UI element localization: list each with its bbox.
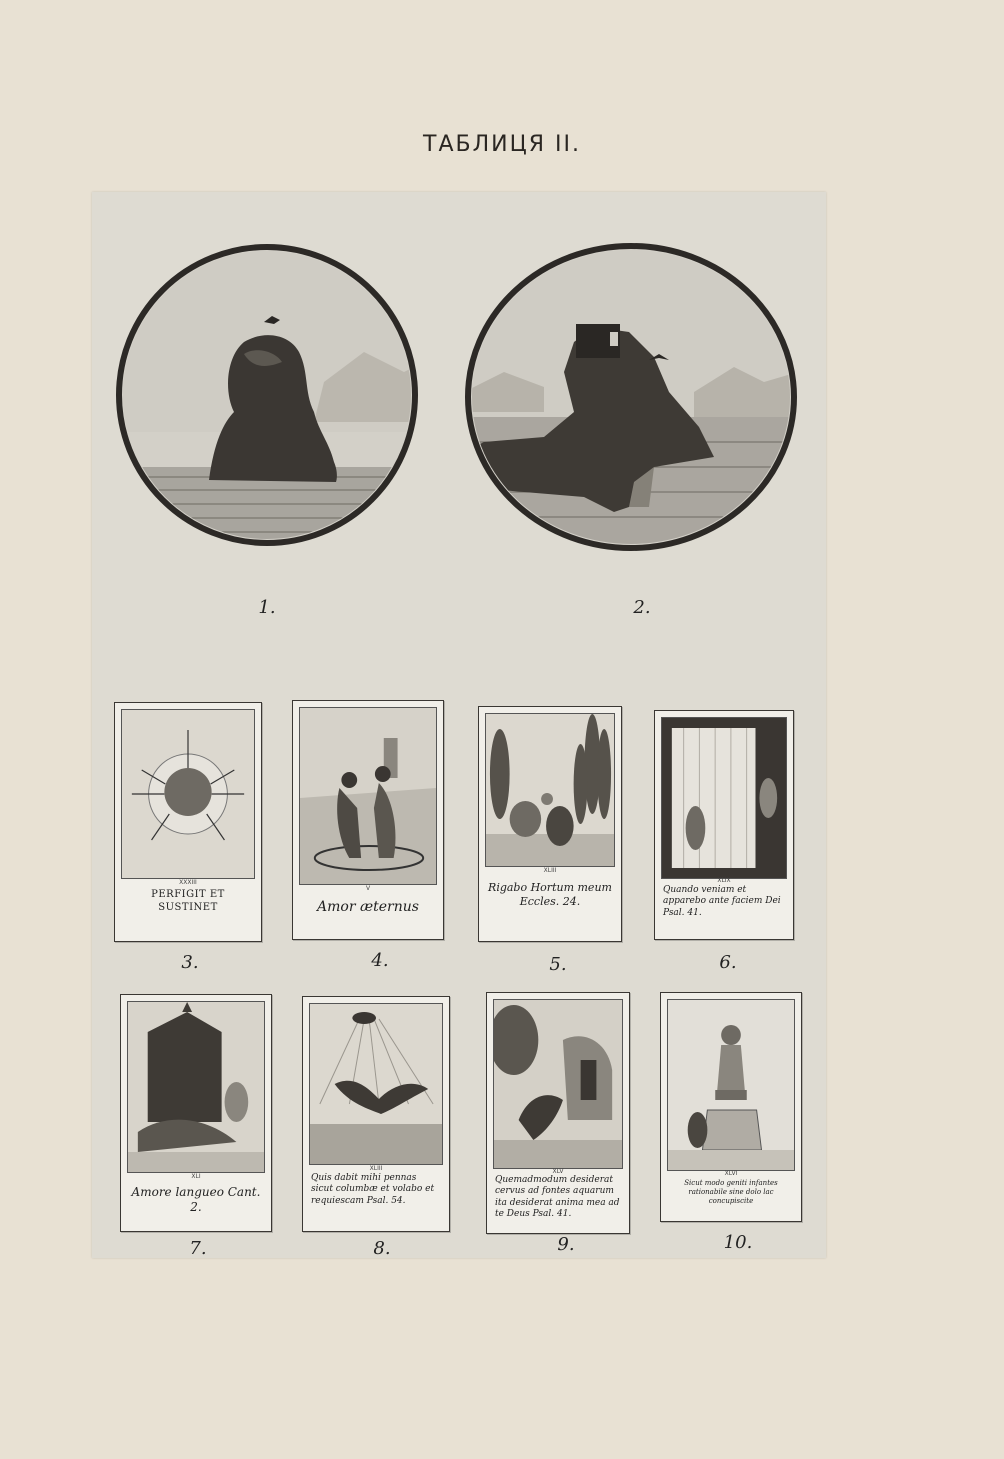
emblem-caption: Amor æternus <box>317 899 419 915</box>
emblem-image <box>309 1003 443 1165</box>
emblem-card-6 <box>654 710 794 940</box>
medallion-rock <box>114 242 420 548</box>
emblem-caption: PERFIGIT ET SUSTINET <box>151 889 225 913</box>
emblem-card-8 <box>302 996 450 1232</box>
emblem-image <box>661 717 787 879</box>
plate-numeral: XLI <box>191 1173 201 1180</box>
emblem-caption: Quando veniam et apparebo ante faciem Dei Psal. 41. <box>663 885 781 918</box>
plate-numeral: V <box>365 885 371 892</box>
emblem-image <box>127 1001 265 1173</box>
card-number: 4. <box>371 950 389 971</box>
emblem-card-3 <box>114 702 262 942</box>
card-number: 8. <box>373 1238 391 1259</box>
emblem-card-5 <box>478 706 622 942</box>
page-title: ТАБЛИЦЯ II. <box>423 132 581 157</box>
emblem-card-9 <box>486 992 630 1234</box>
plate-numeral: XXXIII <box>179 879 197 886</box>
medallion-tower <box>464 242 798 552</box>
plate <box>92 192 826 1258</box>
emblem-image <box>493 999 623 1169</box>
plate-numeral: XLIII <box>543 867 557 874</box>
emblem-image <box>485 713 615 867</box>
plate-numeral: XLV <box>552 1168 564 1175</box>
emblem-image <box>299 707 437 885</box>
card-number: 9. <box>557 1234 575 1255</box>
card-number: 7. <box>189 1238 207 1259</box>
card-number: 10. <box>723 1232 753 1253</box>
emblem-caption: Quemadmodum desiderat cervus ad fontes aquarum ita desiderat anima mea ad te Deus Psal. 41. <box>495 1175 620 1219</box>
emblem-image <box>121 709 255 879</box>
plate-numeral: XLIX <box>717 877 731 884</box>
emblem-caption: Sicut modo geniti infantes rationabile sine dolo lac concupiscite <box>684 1179 778 1205</box>
emblem-image <box>667 999 795 1171</box>
emblem-caption: Quis dabit mihi pennas sicut columbæ et volabo et requiescam Psal. 54. <box>311 1173 435 1206</box>
emblem-card-10 <box>660 992 802 1222</box>
medallion-number: 2. <box>633 597 651 618</box>
emblem-caption: Amore langueo Cant. 2. <box>131 1185 261 1214</box>
medallion-number: 1. <box>258 597 276 618</box>
emblem-card-7 <box>120 994 272 1232</box>
card-number: 6. <box>719 952 737 973</box>
plate-numeral: XLVI <box>724 1170 738 1177</box>
card-number: 5. <box>549 954 567 975</box>
plate-numeral: XLIII <box>369 1165 383 1172</box>
card-number: 3. <box>181 952 199 973</box>
emblem-caption: Rigabo Hortum meum Eccles. 24. <box>488 881 612 908</box>
emblem-card-4 <box>292 700 444 940</box>
